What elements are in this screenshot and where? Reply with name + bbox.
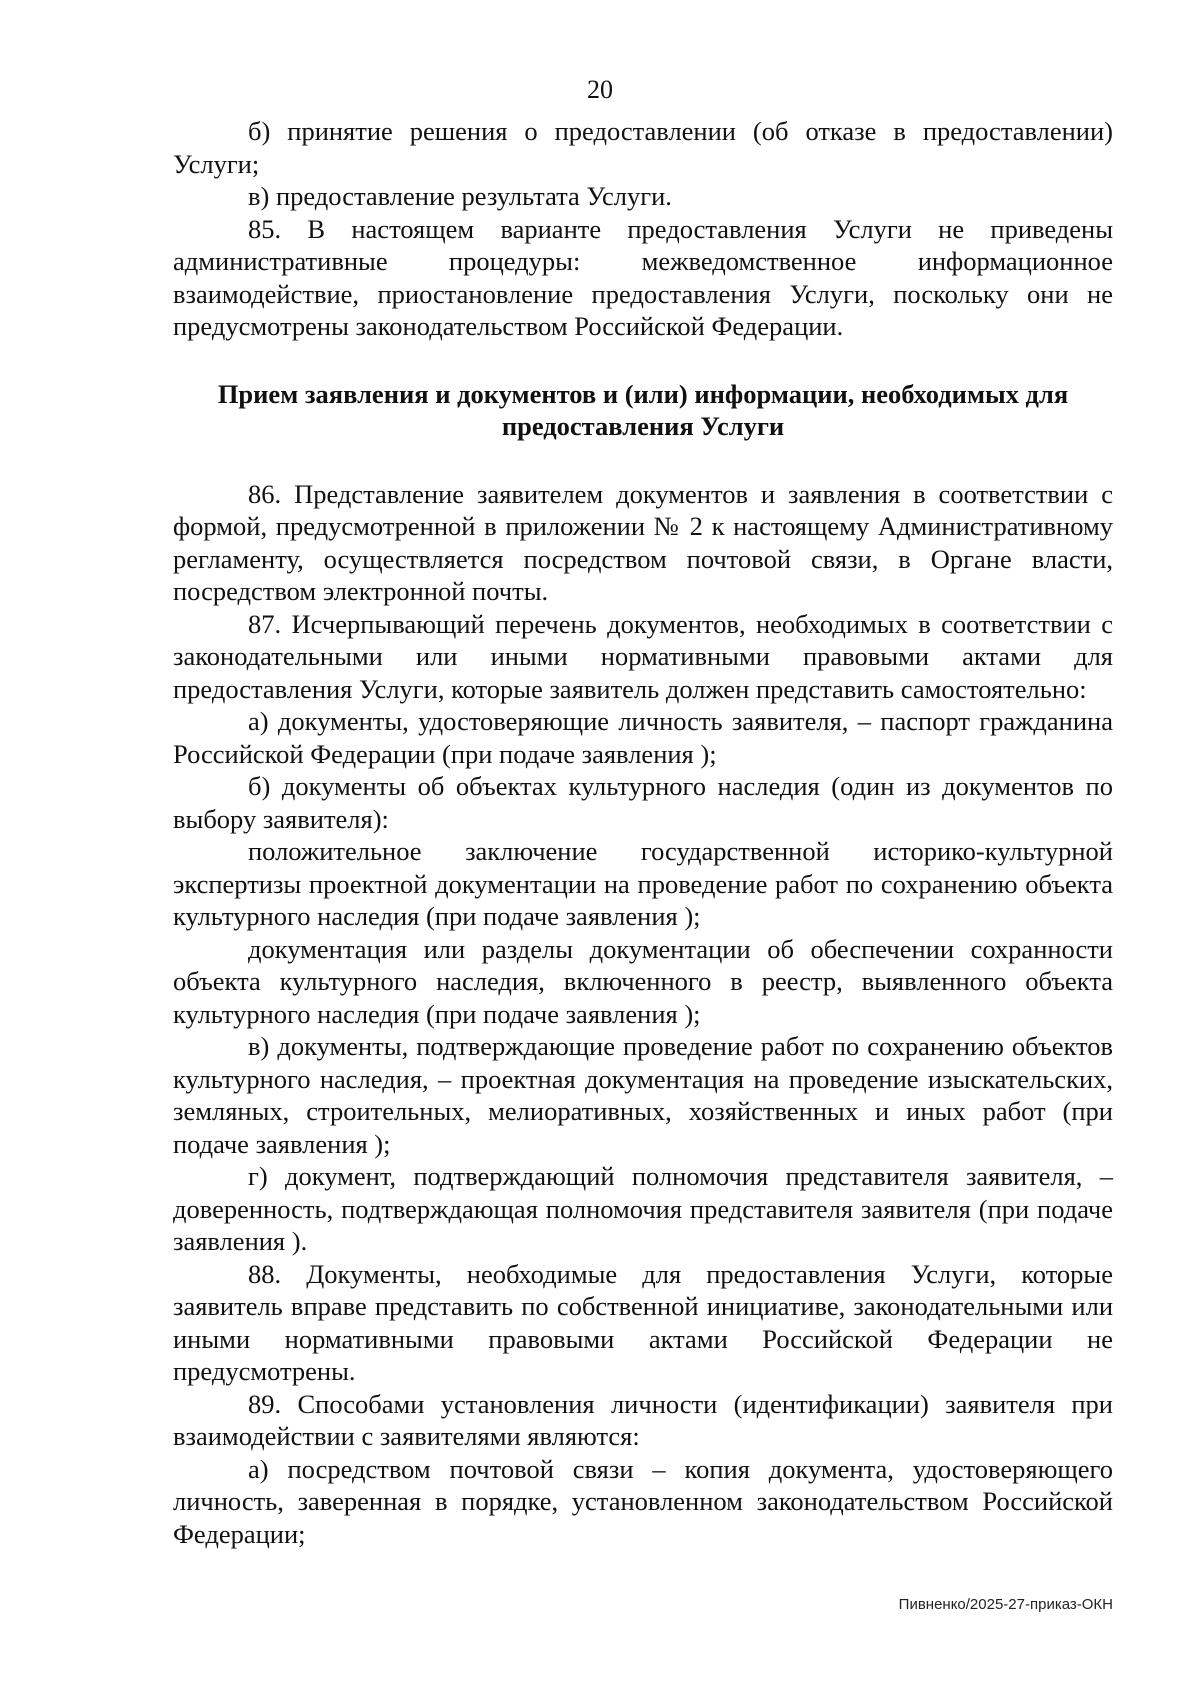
paragraph: в) предоставление результата Услуги. bbox=[248, 181, 672, 211]
document-body bbox=[173, 115, 1113, 1550]
page-number: 20 bbox=[587, 75, 613, 104]
paragraph: а) документы, удостоверяющие личность заявителя, – паспорт гражданина Российской Федерации (при подаче заявления ); bbox=[173, 706, 1113, 769]
paragraph: положительное заключение государственной историко-культурной экспертизы проектной документации на проведение работ по сохранению объекта культурного наследия (при подаче заявления ); bbox=[173, 836, 1113, 931]
footer-document-code: Пивненко/2025-27-приказ-ОКН bbox=[898, 1596, 1113, 1613]
paragraph: б) принятие решения о предоставлении (об отказе в предоставлении) Услуги; bbox=[173, 116, 1113, 179]
paragraph: 89. Способами установления личности (идентификации) заявителя при взаимодействии с заявителями являются: bbox=[173, 1388, 1113, 1451]
paragraph: 88. Документы, необходимые для предоставления Услуги, которые заявитель вправе представить по собственной инициативе, законодательными или иными нормативными правовыми актами Российской Федерации не предусмотрены. bbox=[173, 1258, 1113, 1386]
paragraph: г) документ, подтверждающий полномочия представителя заявителя, – доверенность, подтверждающая полномочия представителя заявителя (при подаче заявления ). bbox=[173, 1161, 1113, 1256]
paragraph: 87. Исчерпывающий перечень документов, необходимых в соответствии с законодательными или иными нормативными правовыми актами для предоставления Услуги, которые заявитель должен представить самостоятельно: bbox=[173, 608, 1113, 704]
paragraph: а) посредством почтовой связи – копия документа, удостоверяющего личность, заверенная в порядке, установленном законодательством Российской Федерации; bbox=[173, 1453, 1113, 1549]
paragraph: в) документы, подтверждающие проведение работ по сохранению объектов культурного наследия, – проектная документация на проведение изыскательских, земляных, строительных, мелиоративных, хозяйственных и иных работ (при подаче заявления ); bbox=[173, 1031, 1113, 1159]
paragraph: 85. В настоящем варианте предоставления Услуги не приведены административные процедуры: межведомственное информационное взаимодействие, приостановление предоставления Услуги, поскольку они не предусмотрены законодательством Российской Федерации. bbox=[173, 213, 1113, 341]
paragraph: б) документы об объектах культурного наследия (один из документов по выбору заявителя): bbox=[173, 771, 1113, 834]
section-heading: Прием заявления и документов и (или) информации, необходимых для предоставления Услуги bbox=[217, 378, 1069, 441]
paragraph: документация или разделы документации об обеспечении сохранности объекта культурного наследия, включенного в реестр, выявленного объекта культурного наследия (при подаче заявления ); bbox=[173, 933, 1113, 1029]
paragraph: 86. Представление заявителем документов и заявления в соответствии с формой, предусмотренной в приложении № 2 к настоящему Административному регламенту, осуществляется посредством почтовой связи, в Органе власти, посредством электронной почты. bbox=[173, 478, 1113, 606]
